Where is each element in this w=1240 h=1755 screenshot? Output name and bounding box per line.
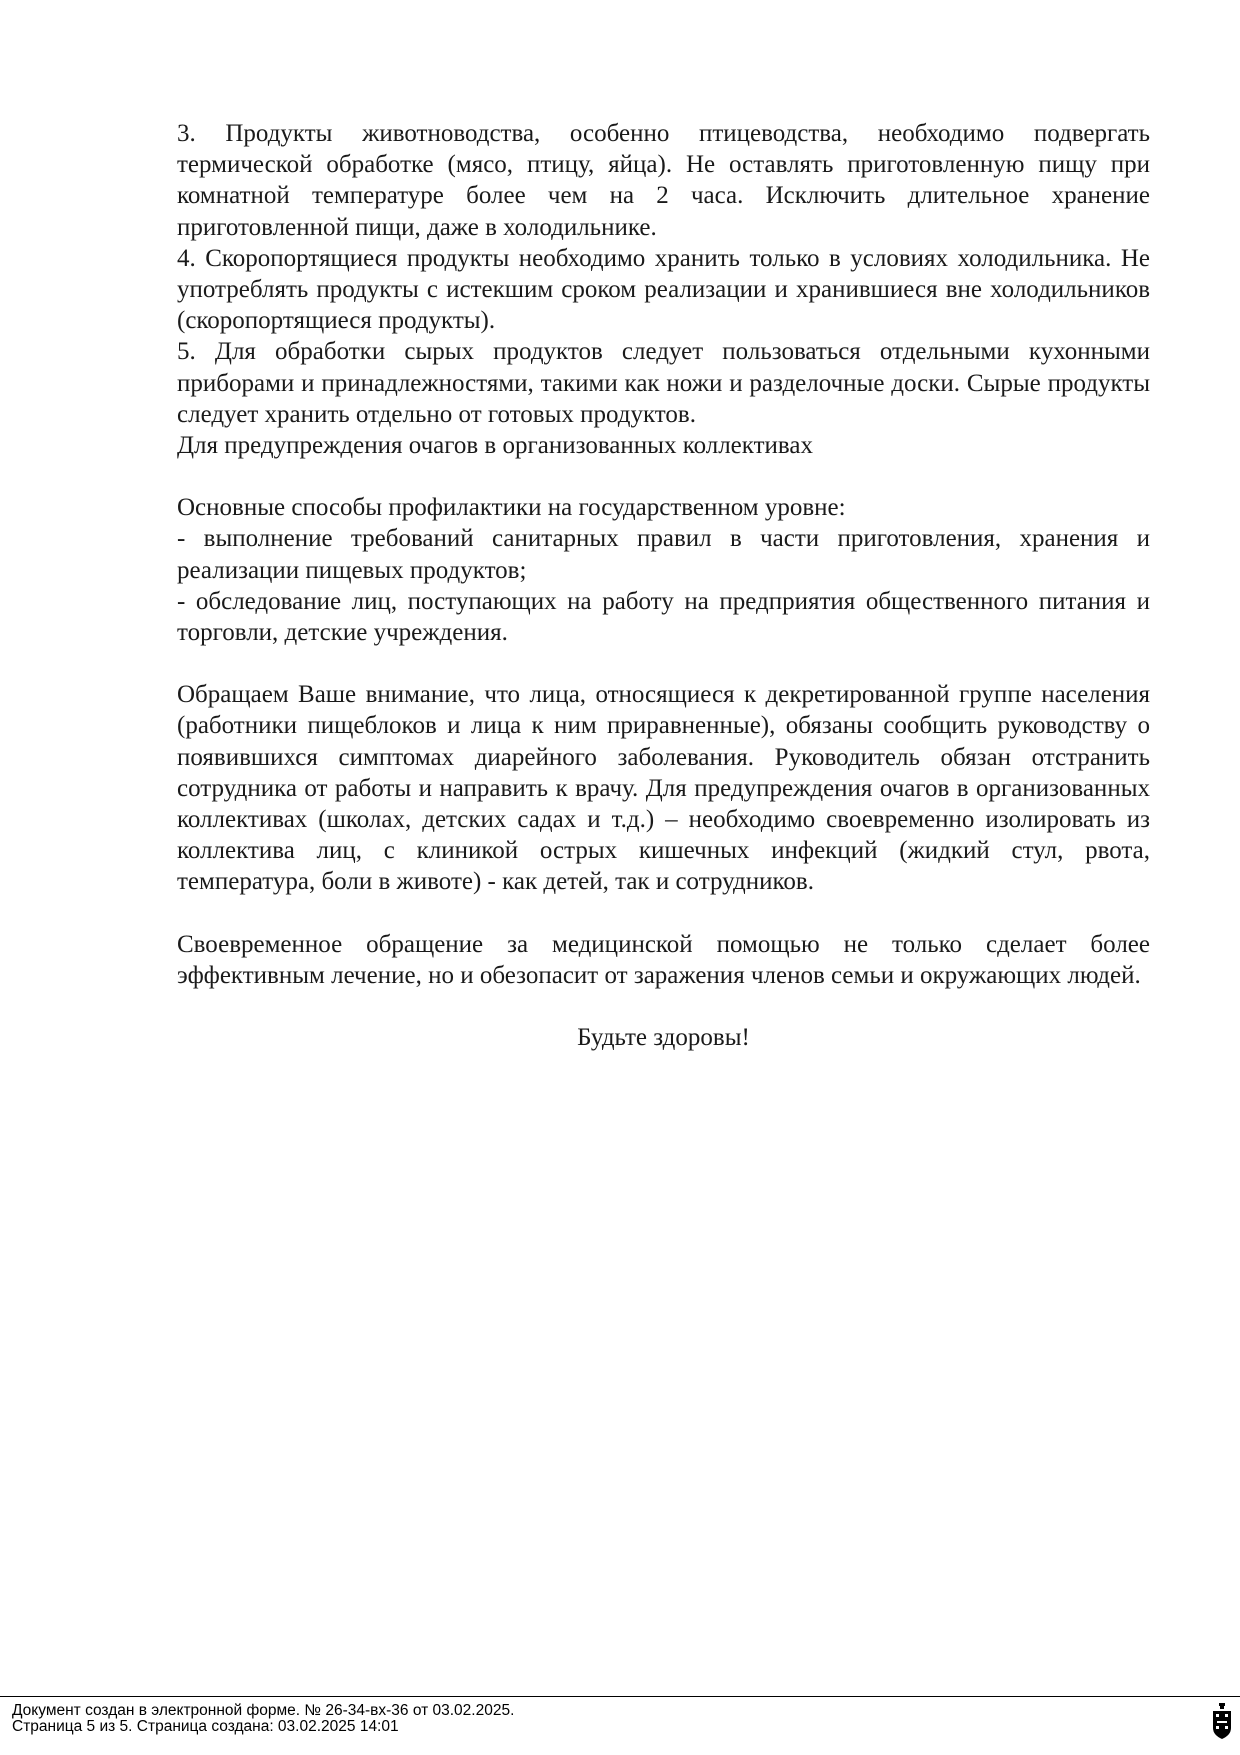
document-body bbox=[177, 118, 1150, 1053]
spacer bbox=[177, 898, 1150, 929]
paragraph-prevention-heading: Для предупреждения очагов в организованных коллективах bbox=[177, 432, 813, 460]
coat-of-arms-icon bbox=[1209, 1702, 1235, 1742]
footer-divider bbox=[0, 1696, 1240, 1697]
paragraph-bullet-examination: - обследование лиц, поступающих на работу на предприятия общественного питания и торговли, детские учреждения. bbox=[177, 587, 1150, 647]
document-footer bbox=[12, 1703, 514, 1735]
paragraph-item-4: 4. Скоропортящиеся продукты необходимо хранить только в условиях холодильника. Не употреблять продукты с истекшим сроком реализации и хранившиеся вне холодильников (скоропортящиеся продукты). bbox=[177, 244, 1150, 335]
paragraph-item-3: 3. Продукты животноводства, особенно птицеводства, необходимо подвергать термической обработке (мясо, птицу, яйца). Не оставлять приготовленную пищу при комнатной температуре более чем на 2 часа. Исключить длительное хранение приготовленной пищи, даже в холодильнике. bbox=[177, 120, 1150, 241]
paragraph-timely-treatment: Своевременное обращение за медицинской помощью не только сделает более эффективным лечение, но и обезопасит от заражения членов семьи и окружающих людей. bbox=[177, 930, 1150, 989]
paragraph-state-level-heading: Основные способы профилактики на государственном уровне: bbox=[177, 494, 846, 522]
spacer bbox=[177, 991, 1150, 1022]
footer-document-info: Документ создан в электронной форме. № 26-34-вх-36 от 03.02.2025. bbox=[12, 1702, 515, 1719]
spacer bbox=[177, 461, 1150, 492]
paragraph-item-5: 5. Для обработки сырых продуктов следует пользоваться отдельными кухонными приборами и принадлежностями, такими как ножи и разделочные доски. Сырые продукты следует хранить отдельно от готовых продуктов. bbox=[177, 338, 1150, 428]
footer-page-info: Страница 5 из 5. Страница создана: 03.02.2025 14:01 bbox=[12, 1718, 399, 1735]
paragraph-attention-notice: Обращаем Ваше внимание, что лица, относящиеся к декретированной группе населения (работники пищеблоков и лица к ним приравненные), обязаны сообщить руководству о появившихся симптомах диарейного заболевания. Руководитель обязан отстранить сотрудника от работы и направить к врачу. Для предупреждения очагов в организованных коллективах (школах, детских садах и т.д.) – необходимо своевременно изолировать из коллектива лиц, с клиникой острых кишечных инфекций (жидкий стул, рвота, температура, боли в животе) - как детей, так и сотрудников. bbox=[177, 681, 1150, 896]
spacer bbox=[177, 648, 1150, 679]
paragraph-bullet-sanitary-rules: - выполнение требований санитарных правил в части приготовления, хранения и реализации пищевых продуктов; bbox=[177, 525, 1150, 584]
closing-phrase: Будьте здоровы! bbox=[577, 1024, 750, 1052]
